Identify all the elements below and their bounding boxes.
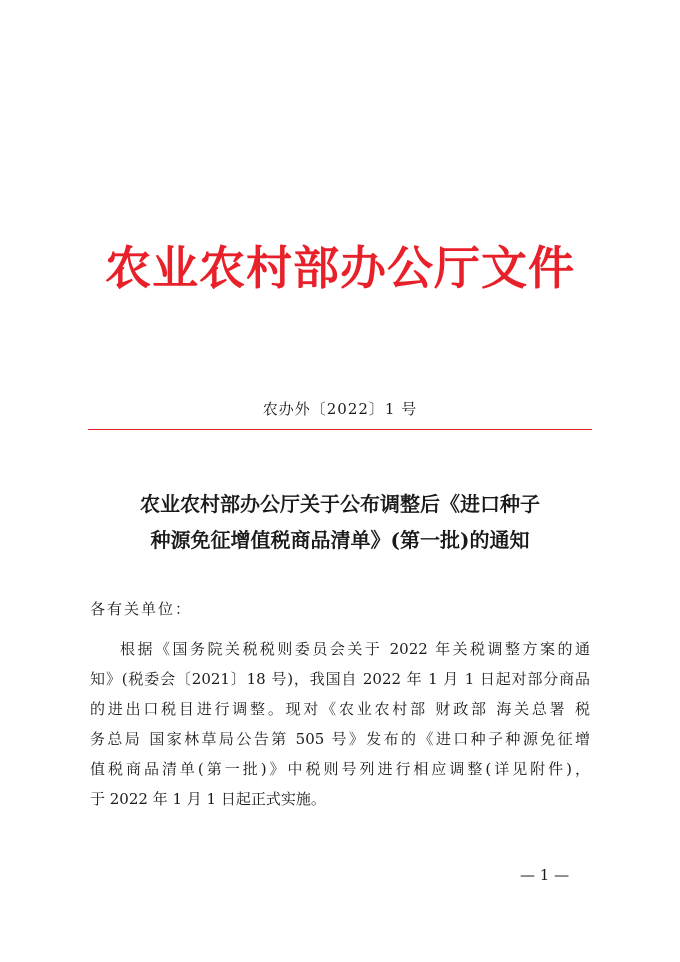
notice-title-line-2: 种源免征增值税商品清单》(第一批)的通知 [150, 528, 530, 552]
body-line-1: 根据《国务院关税税则委员会关于 2022 年关税调整方案的通 [120, 640, 590, 658]
issuing-organization-title: 农业农村部办公厅文件 [105, 241, 575, 295]
body-paragraph [90, 634, 590, 814]
notice-title-line-1: 农业农村部办公厅关于公布调整后《进口种子 [140, 492, 540, 516]
page-number: — 1 — [520, 866, 570, 884]
notice-title [88, 486, 592, 558]
body-line-6: 于 2022 年 1 月 1 日起正式实施。 [90, 790, 326, 808]
body-line-4: 务总局 国家林草局公告第 505 号》发布的《进口种子种源免征增 [90, 730, 590, 748]
body-line-5: 值税商品清单(第一批)》中税则号列进行相应调整(详见附件)， [90, 760, 590, 778]
salutation: 各有关单位： [90, 600, 193, 618]
document-number: 农办外〔2022〕1 号 [262, 400, 418, 418]
body-line-3: 的进出口税目进行调整。现对《农业农村部 财政部 海关总署 税 [90, 700, 590, 718]
body-line-2: 知》(税委会〔2021〕18 号)，我国自 2022 年 1 月 1 日起对部分商品 [90, 670, 590, 688]
red-separator-line [88, 429, 592, 430]
